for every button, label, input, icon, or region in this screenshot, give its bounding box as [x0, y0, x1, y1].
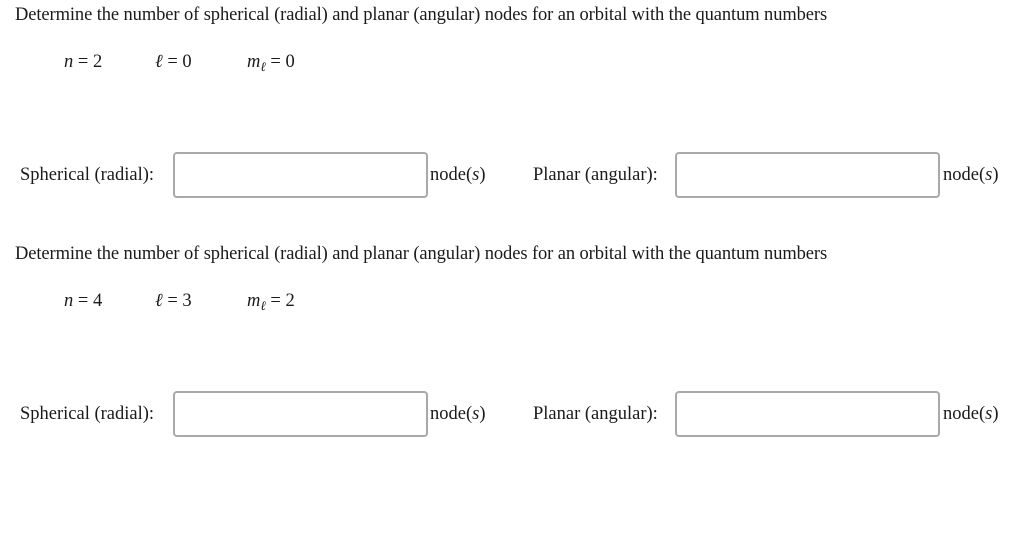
- radial-label: Spherical (radial):: [20, 165, 155, 185]
- answer-row: [0, 391, 1024, 439]
- answer-row: [0, 152, 1024, 200]
- quantum-number-ml: $m_\ell = 0$: [247, 52, 295, 74]
- angular-label: Planar (angular):: [533, 404, 658, 424]
- angular-nodes-input[interactable]: [675, 391, 940, 437]
- angular-label: Planar (angular):: [533, 165, 658, 185]
- angular-nodes-input[interactable]: [675, 152, 940, 198]
- quantum-number-l: ℓ = 3: [155, 291, 192, 311]
- radial-unit: node(s): [430, 165, 486, 185]
- angular-unit: node(s): [943, 165, 999, 185]
- quantum-number-n: n = 2: [64, 52, 103, 72]
- radial-nodes-input[interactable]: [173, 152, 428, 198]
- quantum-number-n: n = 4: [64, 291, 103, 311]
- question-prompt: Determine the number of spherical (radial) and planar (angular) nodes for an orbital with the quantum numbers: [15, 5, 828, 25]
- radial-label: Spherical (radial):: [20, 404, 155, 424]
- quantum-number-l: ℓ = 0: [155, 52, 192, 72]
- question-prompt: Determine the number of spherical (radial) and planar (angular) nodes for an orbital with the quantum numbers: [15, 244, 828, 264]
- quantum-number-ml: $m_\ell = 2$: [247, 291, 295, 313]
- angular-unit: node(s): [943, 404, 999, 424]
- radial-nodes-input[interactable]: [173, 391, 428, 437]
- radial-unit: node(s): [430, 404, 486, 424]
